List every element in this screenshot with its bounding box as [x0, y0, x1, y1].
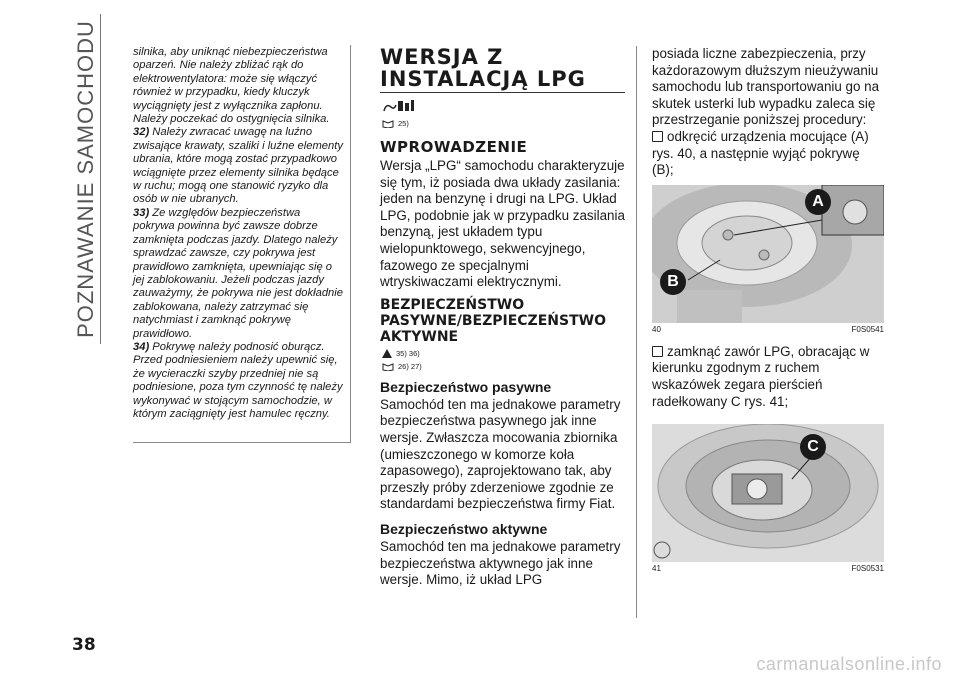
column-2 [380, 46, 625, 589]
step-text: odkręcić urządzenia mocujące (A) rys. 40, a następnie wyjąć pokrywę (B); [652, 128, 869, 178]
note-number: 34) [133, 340, 150, 353]
note-text: Należy zwracać uwagę na luźno zwisające krawaty, szaliki i luźne elementy ubrania, które mogą zostać przypadkowo wciągnięte przez elementy silnika będące w ruchu; mogą one stanowić ryzyko dla osób w nie ubranych. [133, 126, 343, 206]
lpg-icon-row [382, 99, 625, 113]
heading-safety: BEZPIECZEŃSTWO PASYWNE/BEZPIECZEŃSTWO AKTYWNE [380, 296, 606, 345]
warning-paragraph: silnika, aby uniknąć niebezpieczeństwa oparzeń. Nie należy zbliżać rąk do elektrowentylatora: może się włączyć również w przypadku, kiedy kluczyk wyciągnięty jest z wyłącznika zapłonu. Należy poczekać do ostygnięcia silnika. [133, 46, 330, 126]
lpg-pump-icon [382, 99, 418, 113]
callout-b: B [660, 269, 686, 295]
watermark: carmanualsonline.info [756, 654, 942, 674]
note-number: 32) [133, 126, 150, 139]
lpg-tank-valve-illustration [652, 424, 884, 562]
note-text: Pokrywę należy podnosić oburącz. Przed podniesieniem należy upewnić się, że wycieraczki szyby przedniej nie są podniesione, poza tym czynność tę należy wykonywać w stojącym samochodzie, w którym zaciągnięty jest hamulec ręczny. [133, 340, 343, 420]
section-title: WERSJA Z INSTALACJĄ LPG [380, 45, 586, 91]
column-divider [636, 46, 637, 618]
book-icon [382, 362, 394, 371]
figure-40 [652, 185, 884, 323]
step-bullet [652, 346, 663, 357]
figure-41-caption: 41 F0S0531 [652, 564, 884, 574]
heading-active-safety: Bezpieczeństwo aktywne [380, 520, 548, 537]
callout-a: A [805, 189, 831, 215]
section-title-rule [380, 92, 625, 93]
heading-passive-safety: Bezpieczeństwo pasywne [380, 378, 552, 395]
spare-wheel-cover-illustration [652, 185, 884, 323]
note-number: 33) [133, 206, 150, 219]
book-icon [382, 119, 394, 128]
heading-introduction: WPROWADZENIE [380, 138, 528, 156]
column-3 [652, 46, 884, 573]
passive-safety-text: Samochód ten ma jednakowe parametry bezpieczeństwa pasywnego jak inne wersje. Zwłaszcza mocowania zbiornika (umieszczonego w komorze koła zapasowego), zaprojektowano tak, aby przeszły próby zderzeniowe zgodnie ze standardami bezpieczeństwa firmy Fiat. [380, 396, 621, 512]
column-1 [133, 46, 345, 421]
step-text: zamknąć zawór LPG, obracając w kierunku zgodnym z ruchem wskazówek zegara pierścień radełkowany C rys. 41; [652, 343, 870, 409]
book-reference-row: 26) 27) [382, 362, 625, 371]
procedure-intro: posiada liczne zabezpieczenia, przy każdorazowym dłuższym nieużywaniu samochodu lub transportowaniu go na skutek usterki lub wypadku zaleca się przestrzeganie poniższej procedury: [652, 46, 880, 128]
side-section-title: POZNAWANIE SAMOCHODU [73, 20, 98, 338]
side-divider [100, 14, 101, 344]
callout-c: C [800, 434, 826, 460]
reference-row: 25) [382, 119, 625, 128]
intro-text: Wersja „LPG“ samochodu charakteryzuje się tym, iż posiada dwa układy zasilania: jeden na benzynę i drugi na LPG. Układ LPG, podobnie jak w przypadku zasilania benzyną, jest układem typu wielopunktowego, sekwencyjnego, fazowego ze specjalnymi wtryskiwaczami elektrycznymi. [380, 158, 625, 290]
page-number: 38 [72, 635, 96, 655]
warning-reference-row: 35) 36) [382, 349, 625, 358]
note-text: Ze względów bezpieczeństwa pokrywa powinna być zawsze dobrze zamknięta podczas jazdy. Dlatego należy sprawdzać zawsze, czy pokrywa jest prawidłowo zamknięta, upewniając się o jej zablokowaniu. Jeżeli podczas jazdy zauważymy, że pokrywa nie jest dokładnie zablokowana, należy zatrzymać się natychmiast i zamknąć pokrywę prawidłowo. [133, 206, 343, 340]
step-bullet [652, 131, 663, 142]
figure-40-caption: 40 F0S0541 [652, 324, 884, 334]
warning-triangle-icon [382, 349, 392, 358]
figure-41 [652, 424, 884, 562]
active-safety-text: Samochód ten ma jednakowe parametry bezpieczeństwa aktywnego jak inne wersje. Mimo, iż układ LPG [380, 538, 621, 588]
